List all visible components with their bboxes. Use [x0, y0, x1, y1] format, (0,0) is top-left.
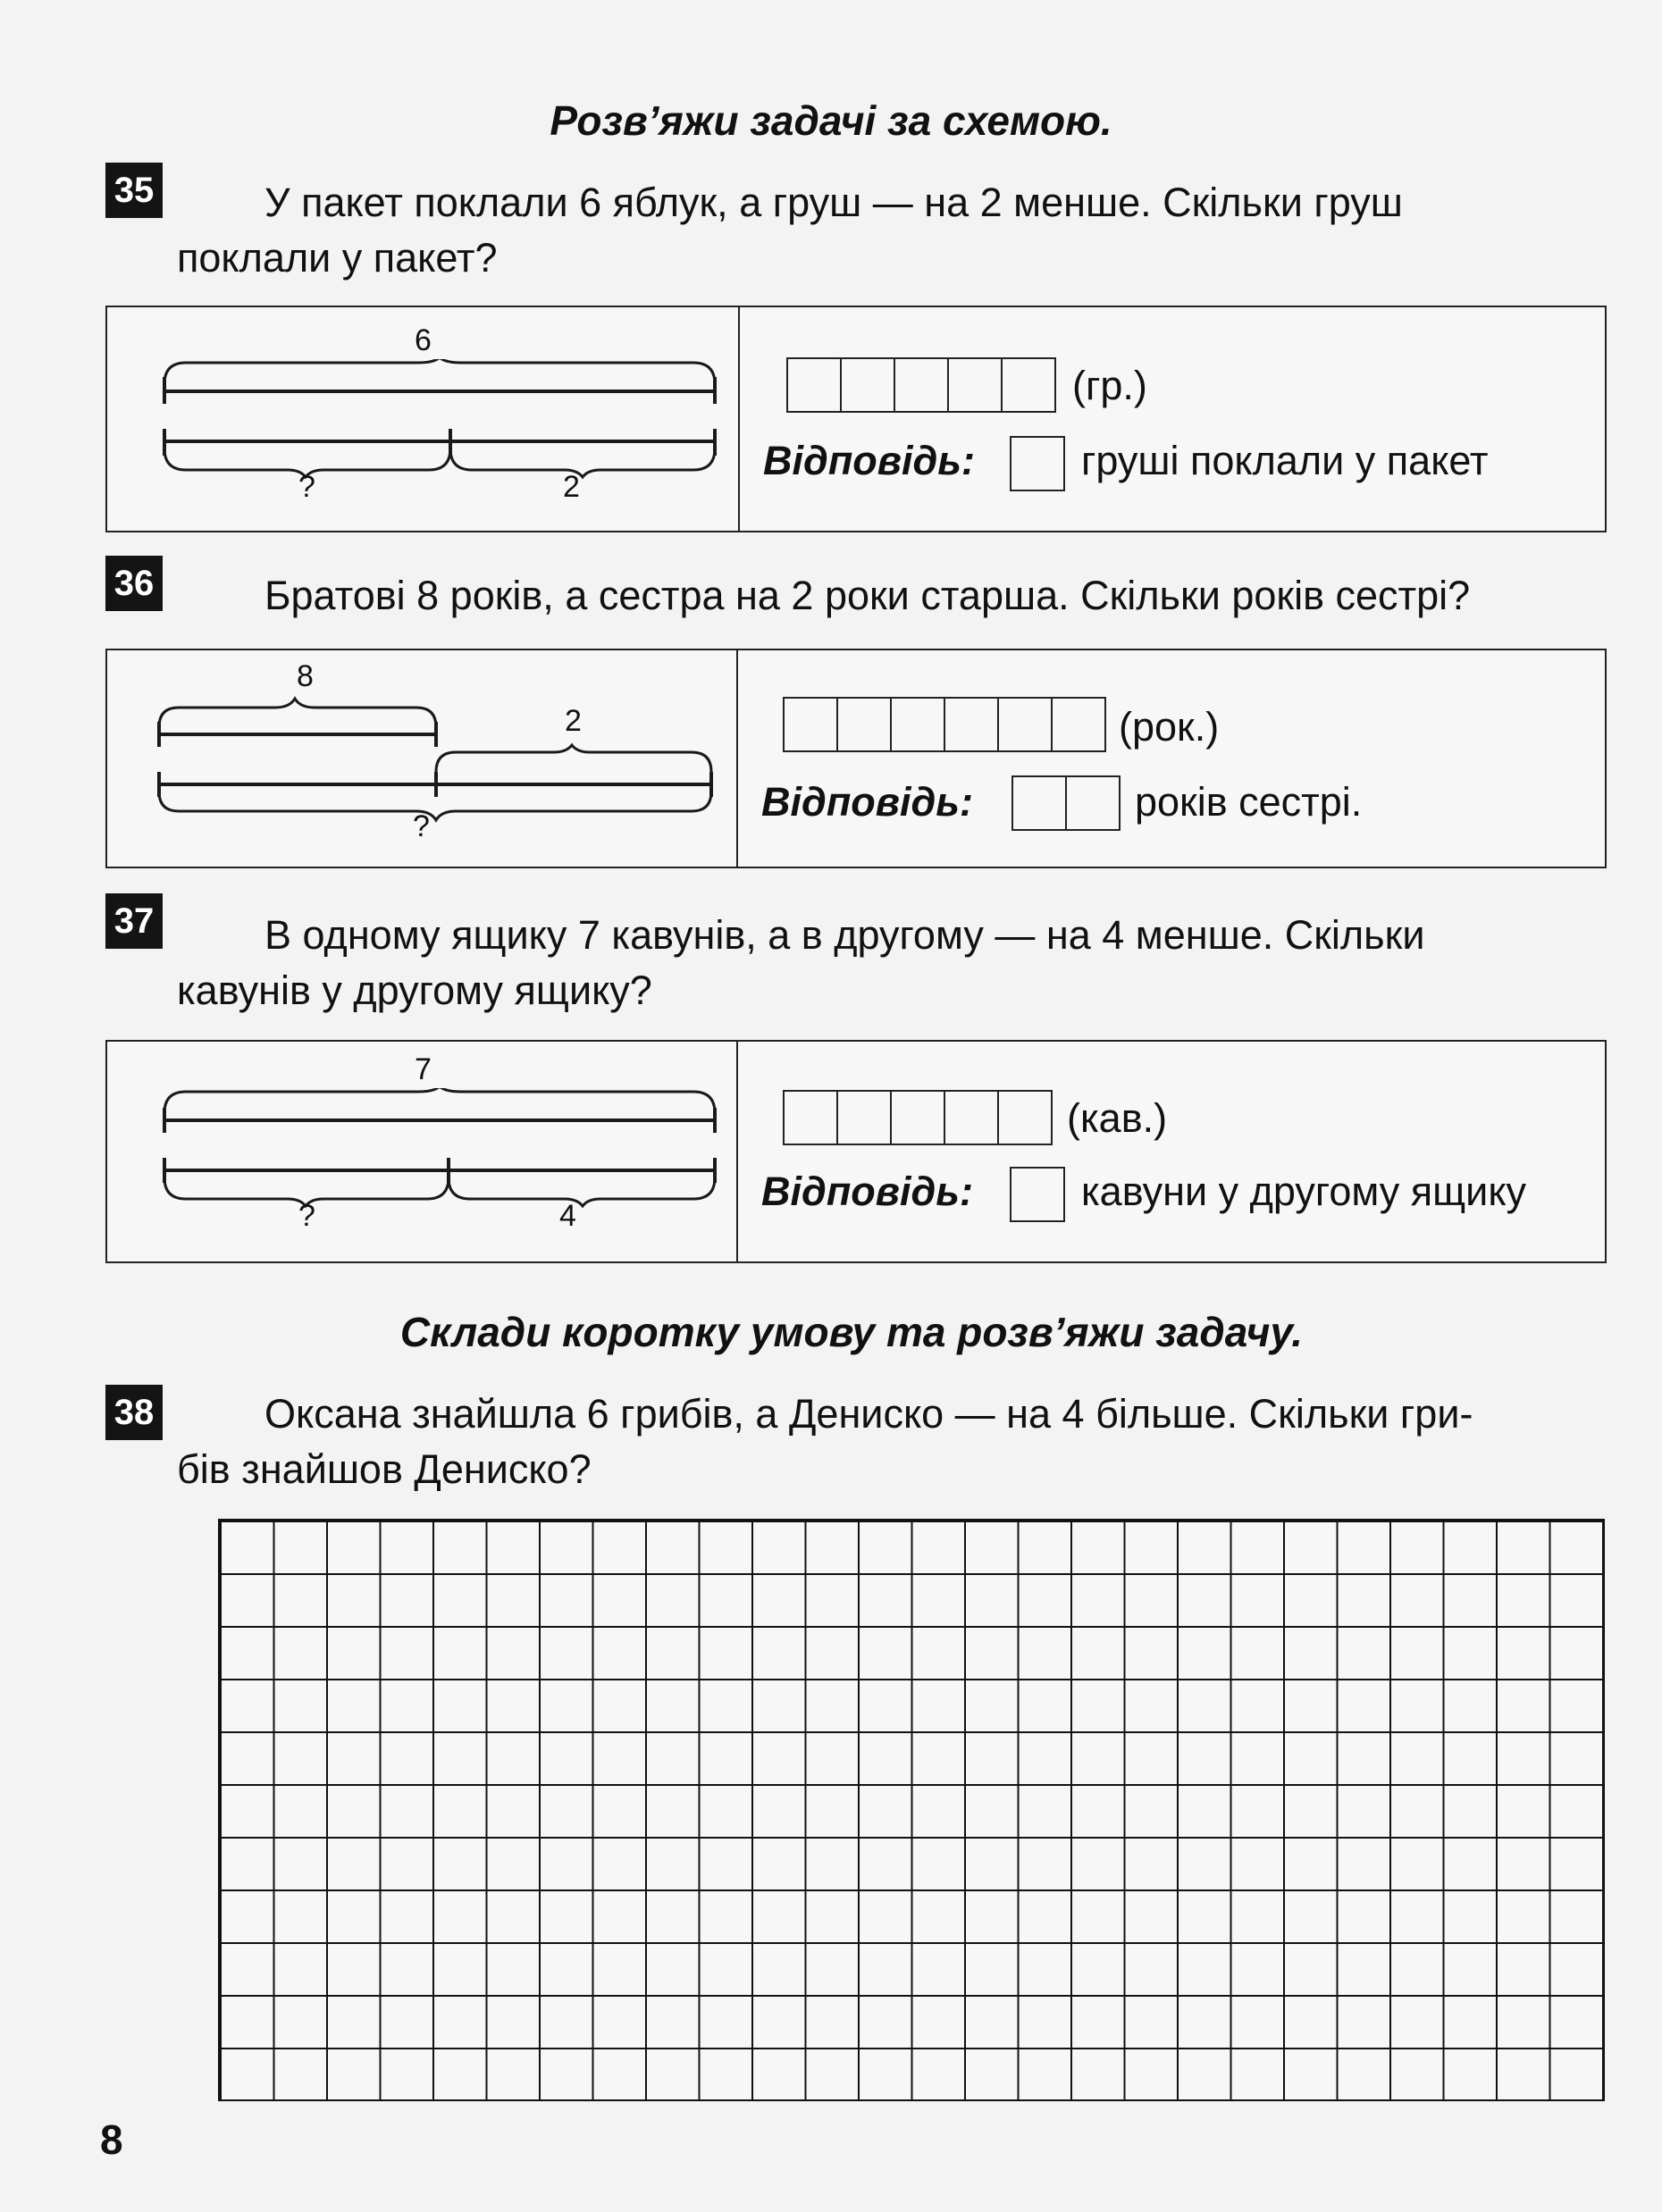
answer-grid[interactable]: [218, 1519, 1605, 2101]
task-37-line1: В одному ящику 7 кавунів, а в другому — на 4 менше. Скільки: [264, 912, 1425, 958]
answer-box[interactable]: [1010, 1167, 1065, 1222]
top-right-brace: [436, 745, 711, 772]
page-number: 8: [100, 2116, 123, 2163]
unit-label: (кав.): [1067, 1095, 1168, 1141]
task-number-35: 35: [105, 163, 163, 218]
panel-divider: [736, 1042, 738, 1261]
right-brace: [449, 1177, 715, 1206]
scheme-bottom-value: ?: [413, 809, 430, 843]
solution-cells[interactable]: [786, 357, 1056, 413]
task-35-line1: У пакет поклали 6 яблук, а груш — на 2 менше. Скільки груш: [264, 180, 1403, 225]
answer-label: Відповідь:: [761, 1169, 973, 1214]
task-number-37: 37: [105, 893, 163, 949]
solution-cells[interactable]: [783, 1090, 1053, 1145]
scheme-left-value: ?: [298, 1199, 315, 1233]
task-36-line1: Братові 8 років, а сестра на 2 роки старша. Скільки років сестрі?: [264, 573, 1471, 618]
answer-text: кавуни у другому ящику: [1081, 1169, 1527, 1214]
brace-diagram: [157, 695, 747, 856]
section-heading-scheme: Розв’яжи задачі за схемою.: [550, 97, 1112, 144]
task-36-panel: [105, 649, 1607, 868]
scheme-left-value: ?: [298, 470, 315, 504]
right-brace: [450, 448, 715, 477]
section-heading-condition: Склади коротку умову та розв’яжи задачу.: [399, 1309, 1304, 1355]
answer-box[interactable]: [1010, 436, 1065, 491]
answer-text: років сестрі.: [1135, 779, 1363, 825]
answer-text: груші поклали у пакет: [1081, 438, 1489, 483]
brace-diagram: [163, 359, 734, 520]
answer-label: Відповідь:: [763, 438, 975, 483]
task-38-line1: Оксана знайшла 6 грибів, а Дениско — на 4 більше. Скільки гри-: [264, 1391, 1473, 1437]
answer-box[interactable]: [1011, 775, 1121, 831]
scheme-top-value: 8: [297, 659, 314, 693]
top-brace: [164, 359, 715, 384]
scheme-top-right-value: 2: [565, 704, 582, 738]
unit-label: (рок.): [1119, 704, 1220, 750]
scheme-right-value: 4: [559, 1199, 576, 1233]
scheme-right-value: 2: [563, 470, 580, 504]
task-35-line2: поклали у пакет?: [177, 235, 498, 281]
panel-divider: [738, 307, 740, 531]
task-37-panel: [105, 1040, 1607, 1263]
task-38-text: [177, 1387, 1612, 1497]
top-left-brace: [159, 699, 436, 727]
brace-diagram: [163, 1088, 734, 1249]
scheme-top-value: 6: [415, 323, 432, 357]
task-37-line2: кавунів у другому ящику?: [177, 968, 652, 1013]
task-number-36: 36: [105, 556, 163, 611]
task-36-text: [218, 568, 1612, 624]
task-35-panel: [105, 306, 1607, 532]
scheme-top-value: 7: [415, 1052, 432, 1086]
top-brace: [164, 1088, 715, 1113]
unit-label: (гр.): [1072, 363, 1147, 408]
solution-cells[interactable]: [783, 697, 1106, 752]
task-number-38: 38: [105, 1385, 163, 1440]
answer-label: Відповідь:: [761, 779, 973, 825]
task-37-text: [177, 908, 1612, 1018]
task-35-text: [177, 175, 1612, 286]
task-38-line2: бів знайшов Дениско?: [177, 1446, 592, 1492]
